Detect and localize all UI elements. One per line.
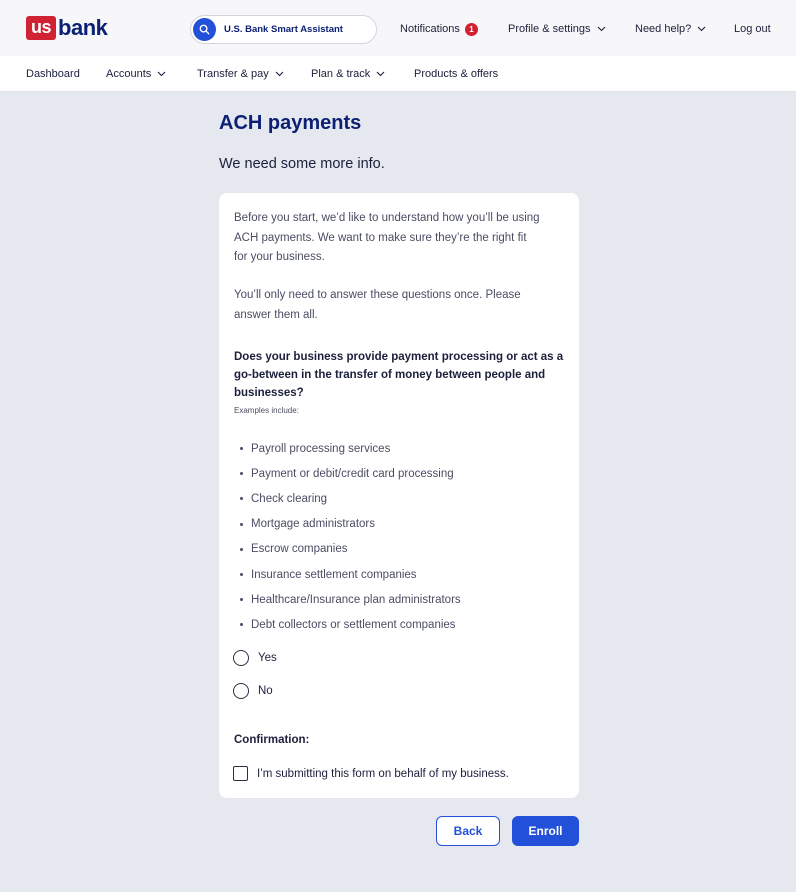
intro-line: for your business.: [234, 251, 325, 263]
bullet-icon: [240, 573, 243, 576]
smart-assistant-label: U.S. Bank Smart Assistant: [224, 24, 343, 35]
nav-products-offers[interactable]: [414, 67, 498, 81]
list-item: [240, 461, 461, 486]
list-item-text: Payment or debit/credit card processing: [251, 467, 454, 480]
profile-settings-menu[interactable]: [508, 20, 606, 38]
bullet-icon: [240, 523, 243, 526]
notifications-label: Notifications: [400, 23, 460, 35]
nav-dashboard[interactable]: [26, 67, 80, 81]
list-item-text: Escrow companies: [251, 543, 348, 556]
radio-yes[interactable]: [233, 650, 277, 666]
question-text: [234, 348, 566, 402]
nav-item-label: Plan & track: [311, 68, 371, 80]
list-item: [240, 587, 461, 612]
logout-label: Log out: [734, 23, 771, 35]
chevron-down-icon: [597, 26, 606, 32]
radio-no[interactable]: [233, 683, 273, 699]
smart-assistant-search[interactable]: [190, 15, 377, 44]
intro-paragraph: [234, 209, 566, 268]
question-line: Does your business provide payment processing or act as a: [234, 351, 564, 363]
chevron-down-icon: [697, 26, 706, 32]
radio-yes-label: Yes: [258, 652, 277, 664]
page-subtitle: We need some more info.: [219, 156, 385, 172]
intro-line: Before you start, we’d like to understand how you’ll be using: [234, 212, 540, 224]
nav-plan-track[interactable]: [311, 67, 385, 81]
nav-item-label: Dashboard: [26, 68, 80, 80]
radio-no-label: No: [258, 685, 273, 697]
list-item: [240, 436, 461, 461]
bullet-icon: [240, 598, 243, 601]
confirmation-checkbox-label: I’m submitting this form on behalf of my business.: [257, 767, 509, 780]
enroll-button[interactable]: Enroll: [512, 816, 579, 846]
note-paragraph: [234, 286, 566, 325]
list-item-text: Check clearing: [251, 492, 328, 505]
confirmation-checkbox[interactable]: [233, 766, 248, 781]
bullet-icon: [240, 447, 243, 450]
page-title: ACH payments: [219, 112, 362, 134]
list-item: [240, 562, 461, 587]
nav-item-label: Accounts: [106, 68, 152, 80]
list-item: [240, 612, 461, 637]
confirmation-title: Confirmation:: [234, 734, 310, 746]
profile-settings-label: Profile & settings: [508, 23, 591, 35]
notifications-badge: 1: [465, 23, 478, 36]
nav-item-label: Transfer & pay: [197, 68, 269, 80]
list-item-text: Mortgage administrators: [251, 518, 375, 531]
list-item-text: Debt collectors or settlement companies: [251, 618, 456, 631]
notifications-link[interactable]: [400, 20, 478, 38]
question-line: go-between in the transfer of money between people and: [234, 369, 546, 381]
list-item: [240, 537, 461, 562]
note-line: You’ll only need to answer these questions once. Please: [234, 289, 521, 301]
bullet-icon: [240, 623, 243, 626]
bullet-icon: [240, 497, 243, 500]
list-item-text: Insurance settlement companies: [251, 568, 417, 581]
chevron-down-icon: [157, 71, 166, 77]
logo-bank-text: bank: [58, 15, 108, 40]
main-nav: [0, 56, 796, 92]
confirmation-checkbox-row[interactable]: [233, 766, 509, 781]
list-item: [240, 486, 461, 511]
back-button[interactable]: Back: [436, 816, 500, 846]
need-help-label: Need help?: [635, 23, 692, 35]
nav-accounts[interactable]: [106, 67, 166, 81]
bullet-icon: [240, 472, 243, 475]
note-line: answer them all.: [234, 308, 318, 321]
nav-item-label: Products & offers: [414, 68, 499, 80]
usbank-logo[interactable]: [26, 14, 107, 42]
nav-transfer-pay[interactable]: [197, 67, 284, 81]
need-help-menu[interactable]: [635, 20, 706, 38]
logo-us-mark: us: [26, 16, 56, 40]
radio-no-circle[interactable]: [233, 683, 249, 699]
question-line: businesses?: [234, 387, 304, 399]
chevron-down-icon: [275, 71, 284, 77]
logout-link[interactable]: [734, 20, 771, 38]
list-item: [240, 512, 461, 537]
examples-list: [240, 436, 461, 638]
radio-yes-circle[interactable]: [233, 650, 249, 666]
intro-line: ACH payments. We want to make sure they’re the right fit: [234, 231, 527, 244]
chevron-down-icon: [376, 71, 385, 77]
list-item-text: Payroll processing services: [251, 442, 391, 455]
list-item-text: Healthcare/Insurance plan administrators: [251, 593, 461, 606]
bullet-icon: [240, 548, 243, 551]
examples-label: Examples include:: [234, 406, 299, 415]
top-header: [0, 0, 796, 56]
search-icon: [193, 18, 216, 41]
